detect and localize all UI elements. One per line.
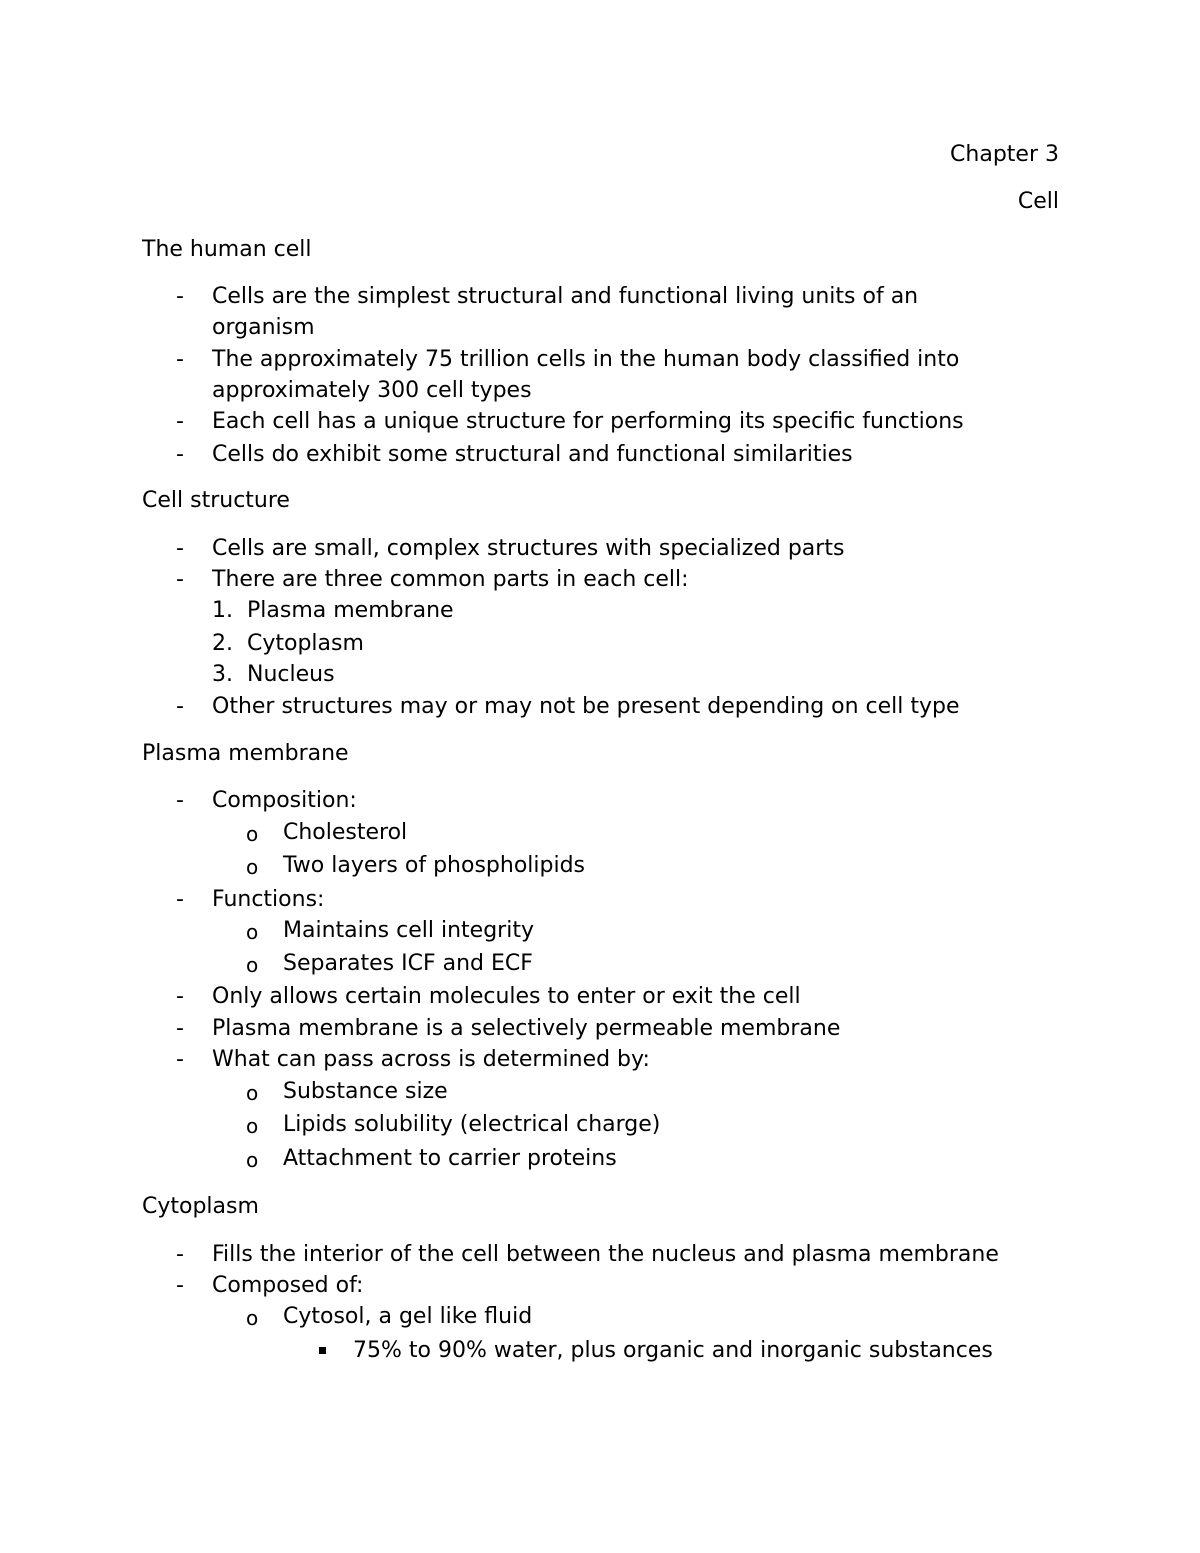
dash-bullet: - [176, 694, 184, 719]
square-bullet-icon [319, 1347, 326, 1354]
circle-bullet: o [246, 1148, 259, 1172]
circle-bullet: o [246, 1306, 259, 1330]
circle-bullet: o [246, 953, 259, 977]
list-item: Each cell has a unique structure for performing its specific functions [212, 409, 964, 434]
list-item: Other structures may or may not be present depending on cell type [212, 694, 960, 719]
sub-list-item: Lipids solubility (electrical charge) [283, 1112, 661, 1137]
list-item: What can pass across is determined by: [212, 1047, 650, 1072]
sub-list-item: Cytosol, a gel like fluid [283, 1304, 533, 1329]
numbered-item: Cytoplasm [247, 631, 364, 656]
dash-bullet: - [176, 1047, 184, 1072]
circle-bullet: o [246, 920, 259, 944]
section-heading-plasma-membrane: Plasma membrane [142, 741, 349, 766]
sub-list-item: Maintains cell integrity [283, 918, 534, 943]
list-item: Cells are the simplest structural and functional living units of an [212, 284, 919, 309]
circle-bullet: o [246, 1081, 259, 1105]
list-item: Composed of: [212, 1273, 364, 1298]
sub-list-item: Separates ICF and ECF [283, 951, 533, 976]
dash-bullet: - [176, 1242, 184, 1267]
section-heading-cell-structure: Cell structure [142, 488, 290, 513]
circle-bullet: o [246, 855, 259, 879]
list-item: Cells are small, complex structures with specialized parts [212, 536, 845, 561]
dash-bullet: - [176, 347, 184, 372]
dash-bullet: - [176, 442, 184, 467]
dash-bullet: - [176, 984, 184, 1009]
dash-bullet: - [176, 1016, 184, 1041]
list-item: Fills the interior of the cell between the nucleus and plasma membrane [212, 1242, 999, 1267]
list-item: Functions: [212, 887, 325, 912]
section-heading-human-cell: The human cell [142, 237, 312, 262]
numbered-marker: 1. [212, 598, 233, 623]
list-item: Only allows certain molecules to enter or exit the cell [212, 984, 801, 1009]
dash-bullet: - [176, 1273, 184, 1298]
circle-bullet: o [246, 1114, 259, 1138]
list-item: Plasma membrane is a selectively permeable membrane [212, 1016, 841, 1041]
dash-bullet: - [176, 567, 184, 592]
dash-bullet: - [176, 409, 184, 434]
dash-bullet: - [176, 284, 184, 309]
list-item: Composition: [212, 788, 357, 813]
page-title: Cell [1017, 189, 1059, 214]
numbered-item: Nucleus [247, 662, 335, 687]
sub-list-item: Cholesterol [283, 820, 408, 845]
circle-bullet: o [246, 822, 259, 846]
sub-list-item: Substance size [283, 1079, 448, 1104]
chapter-label: Chapter 3 [950, 142, 1059, 167]
dash-bullet: - [176, 536, 184, 561]
sub-list-item: Attachment to carrier proteins [283, 1146, 617, 1171]
section-heading-cytoplasm: Cytoplasm [142, 1194, 259, 1219]
sub-list-item: Two layers of phospholipids [283, 853, 586, 878]
list-item: There are three common parts in each cell: [212, 567, 689, 592]
list-item: Cells do exhibit some structural and functional similarities [212, 442, 853, 467]
list-item-continuation: approximately 300 cell types [212, 378, 532, 403]
dash-bullet: - [176, 887, 184, 912]
dash-bullet: - [176, 788, 184, 813]
numbered-marker: 2. [212, 631, 233, 656]
numbered-marker: 3. [212, 662, 233, 687]
list-item: The approximately 75 trillion cells in the human body classified into [212, 347, 960, 372]
numbered-item: Plasma membrane [247, 598, 454, 623]
list-item-continuation: organism [212, 315, 315, 340]
sub-sub-list-item: 75% to 90% water, plus organic and inorganic substances [353, 1338, 993, 1363]
